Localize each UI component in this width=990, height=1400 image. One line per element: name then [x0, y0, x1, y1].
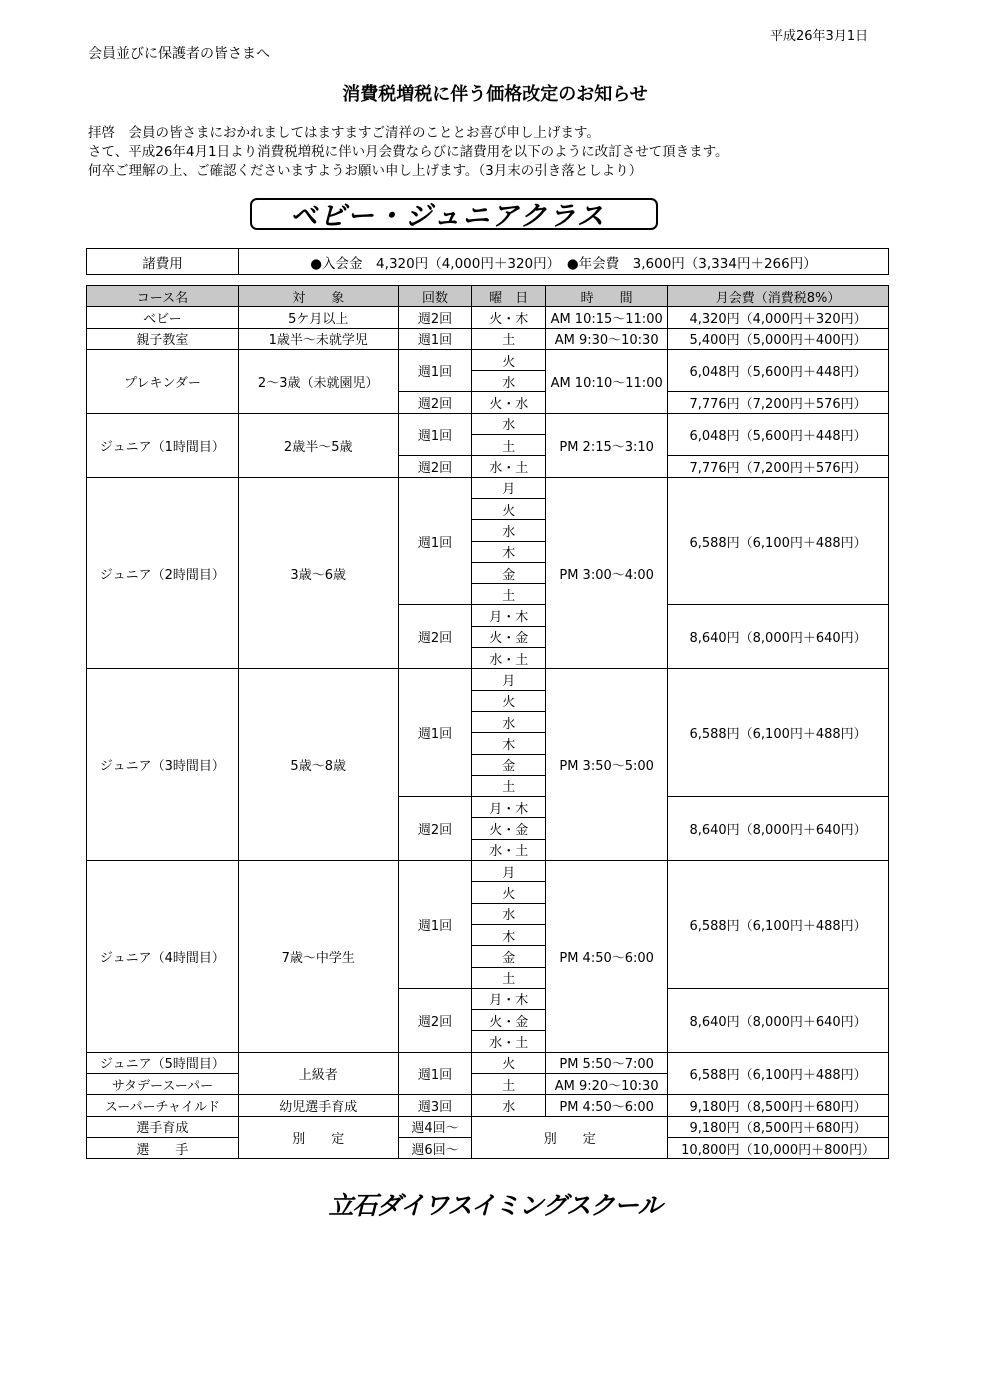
frequency: 週3回 [398, 1095, 472, 1116]
weekday: 土 [472, 435, 546, 456]
weekday: 月・木 [472, 797, 546, 818]
frequency: 週2回 [398, 797, 472, 861]
price: 6,588円（6,100円＋488円） [668, 1052, 889, 1095]
price: 8,640円（8,000円＋640円） [668, 988, 889, 1052]
course-name: ジュニア（1時間目） [87, 413, 239, 477]
frequency: 週2回 [398, 392, 472, 413]
course-name: ジュニア（4時間目） [87, 861, 239, 1053]
weekday: 月 [472, 669, 546, 690]
frequency: 週1回 [398, 1052, 472, 1095]
weekday: 火 [472, 349, 546, 370]
table-row [87, 477, 889, 498]
school-logo: 立石ダイワスイミングスクール [328, 1191, 662, 1220]
class-banner: ベビー・ジュニアクラス [250, 198, 658, 230]
price: 10,800円（10,000円＋800円） [668, 1137, 889, 1158]
table-row [87, 349, 889, 370]
course-name: スーパーチャイルド [87, 1095, 239, 1116]
weekday: 月 [472, 861, 546, 882]
column-header: 月会費（消費税8%） [668, 286, 889, 307]
time: PM 2:15～3:10 [546, 413, 668, 477]
table-row [87, 1095, 889, 1116]
frequency: 週1回 [398, 477, 472, 605]
table-row [87, 1116, 889, 1137]
weekday: 土 [472, 775, 546, 796]
course-name: ベビー [87, 307, 239, 328]
table-header-row [87, 286, 889, 307]
price: 9,180円（8,500円＋680円） [668, 1095, 889, 1116]
target: 7歳～中学生 [238, 861, 398, 1053]
weekday: 火 [472, 690, 546, 711]
schedule-table [86, 285, 889, 1159]
time: PM 4:50～6:00 [546, 861, 668, 1053]
price: 6,048円（5,600円＋448円） [668, 349, 889, 392]
column-header: コース名 [87, 286, 239, 307]
target: 5歳～8歳 [238, 669, 398, 861]
weekday: 水・土 [472, 1031, 546, 1052]
price: 5,400円（5,000円＋400円） [668, 328, 889, 349]
time: AM 10:10～11:00 [546, 349, 668, 413]
weekday: 火・金 [472, 818, 546, 839]
column-header: 回数 [398, 286, 472, 307]
column-header: 時 間 [546, 286, 668, 307]
weekday: 金 [472, 754, 546, 775]
weekday: 土 [472, 967, 546, 988]
frequency: 週6回～ [398, 1137, 472, 1158]
weekday: 金 [472, 562, 546, 583]
weekday: 土 [472, 584, 546, 605]
time: AM 9:30～10:30 [546, 328, 668, 349]
frequency: 週2回 [398, 307, 472, 328]
weekday: 水 [472, 903, 546, 924]
price: 6,588円（6,100円＋488円） [668, 861, 889, 989]
table-row [87, 328, 889, 349]
addressee: 会員並びに保護者の皆さまへ [88, 46, 270, 62]
weekday: 木 [472, 924, 546, 945]
course-name: 選手育成 [87, 1116, 239, 1137]
weekday: 火・水 [472, 392, 546, 413]
fees-table [86, 248, 889, 275]
course-name: ジュニア（5時間目） [87, 1052, 239, 1073]
weekday: 月・木 [472, 605, 546, 626]
document-date: 平成26年3月1日 [770, 29, 869, 44]
target: 5ケ月以上 [238, 307, 398, 328]
time: PM 4:50～6:00 [546, 1095, 668, 1116]
page-title: 消費税増税に伴う価格改定のお知らせ [342, 84, 648, 105]
weekday: 火・金 [472, 1010, 546, 1031]
weekday: 水 [472, 413, 546, 434]
frequency: 週1回 [398, 669, 472, 797]
time: PM 3:00～4:00 [546, 477, 668, 669]
course-name: プレキンダー [87, 349, 239, 413]
notice-line: さて、平成26年4月1日より消費税増税に伴い月会費ならびに諸費用を以下のように改訂させて頂きます。 [88, 144, 729, 160]
weekday: 火 [472, 498, 546, 519]
weekday: 水 [472, 520, 546, 541]
target: 1歳半～未就学児 [238, 328, 398, 349]
column-header: 対 象 [238, 286, 398, 307]
price: 7,776円（7,200円＋576円） [668, 392, 889, 413]
course-name: ジュニア（2時間目） [87, 477, 239, 669]
weekday: 木 [472, 541, 546, 562]
target: 幼児選手育成 [238, 1095, 398, 1116]
weekday: 水・土 [472, 839, 546, 860]
weekday: 水 [472, 1095, 546, 1116]
price: 6,048円（5,600円＋448円） [668, 413, 889, 456]
target: 上級者 [238, 1052, 398, 1095]
frequency: 週4回～ [398, 1116, 472, 1137]
weekday: 水 [472, 711, 546, 732]
target: 2～3歳（未就園児） [238, 349, 398, 413]
frequency: 週1回 [398, 413, 472, 456]
weekday: 月 [472, 477, 546, 498]
weekday: 火 [472, 882, 546, 903]
price: 4,320円（4,000円＋320円） [668, 307, 889, 328]
table-row [87, 669, 889, 690]
price: 9,180円（8,500円＋680円） [668, 1116, 889, 1137]
frequency: 週2回 [398, 988, 472, 1052]
weekday: 土 [472, 1073, 546, 1094]
table-row [87, 307, 889, 328]
frequency: 週1回 [398, 349, 472, 392]
price: 8,640円（8,000円＋640円） [668, 605, 889, 669]
fees-label: 諸費用 [87, 249, 239, 275]
weekday: 水・土 [472, 648, 546, 669]
course-name: 親子教室 [87, 328, 239, 349]
frequency: 週2回 [398, 456, 472, 477]
weekday: 水 [472, 371, 546, 392]
frequency: 週2回 [398, 605, 472, 669]
time: PM 3:50～5:00 [546, 669, 668, 861]
price: 7,776円（7,200円＋576円） [668, 456, 889, 477]
weekday: 金 [472, 946, 546, 967]
schedule: 別 定 [472, 1116, 668, 1159]
course-name: ジュニア（3時間目） [87, 669, 239, 861]
course-name: サタデースーパー [87, 1073, 239, 1094]
target: 3歳～6歳 [238, 477, 398, 669]
weekday: 水・土 [472, 456, 546, 477]
fees-value: ●入会金 4,320円（4,000円＋320円） ●年会費 3,600円（3,334円＋266円） [239, 249, 889, 275]
frequency: 週1回 [398, 861, 472, 989]
greeting-line: 拝啓 会員の皆さまにおかれましてはますますご清祥のこととお喜び申し上げます。 [88, 125, 600, 141]
weekday: 火・金 [472, 626, 546, 647]
weekday: 木 [472, 733, 546, 754]
column-header: 曜 日 [472, 286, 546, 307]
weekday: 土 [472, 328, 546, 349]
price: 6,588円（6,100円＋488円） [668, 669, 889, 797]
time: AM 10:15～11:00 [546, 307, 668, 328]
price: 8,640円（8,000円＋640円） [668, 797, 889, 861]
target: 別 定 [238, 1116, 398, 1159]
weekday: 月・木 [472, 988, 546, 1009]
time: AM 9:20～10:30 [546, 1073, 668, 1094]
price: 6,588円（6,100円＋488円） [668, 477, 889, 605]
course-name: 選 手 [87, 1137, 239, 1158]
time: PM 5:50～7:00 [546, 1052, 668, 1073]
target: 2歳半～5歳 [238, 413, 398, 477]
table-row [87, 1052, 889, 1073]
table-row [87, 861, 889, 882]
weekday: 火 [472, 1052, 546, 1073]
frequency: 週1回 [398, 328, 472, 349]
weekday: 火・木 [472, 307, 546, 328]
table-row [87, 413, 889, 434]
request-line: 何卒ご理解の上、ご確認くださいますようお願い申し上げます。（3月末の引き落としより） [88, 163, 643, 179]
